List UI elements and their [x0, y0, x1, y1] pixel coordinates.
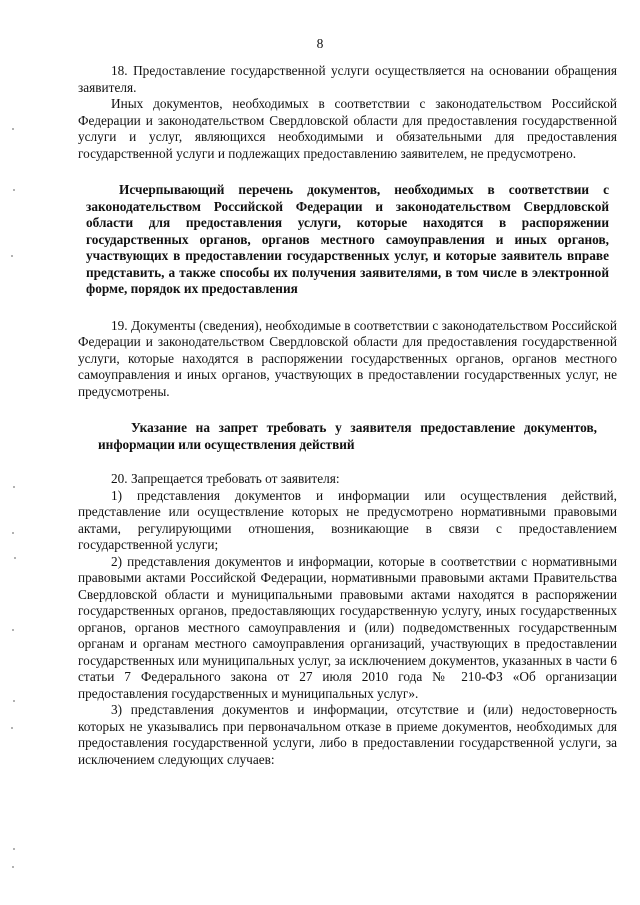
paragraph-18: 18. Предоставление государственной услуги осуществляется на основании обращения заявителя. — [78, 63, 617, 95]
paragraph-20-intro: 20. Запрещается требовать от заявителя: — [111, 471, 340, 486]
paragraph-no-other-documents: Иных документов, необходимых в соответствии с законодательством Российской Федерации и законодательством Свердловской области для предоставления государственной услуги и услуг, являющихся необходимыми и обязательными для предоставления государственной услуги и подлежащих предоставлению заявителем, не предусмотрено. — [78, 96, 617, 161]
section-heading-documents-list: Исчерпывающий перечень документов, необходимых в соответствии с законодательством Российской Федерации и законодательством Свердловской области для предоставления услуги, которые находятся в распоряжении государственных органов, органов местного самоуправления и иных органов, участвующих в предоставлении государственных услуг, и которые заявитель вправе представить, а также способы их получения заявителями, в том числе в электронной форме, порядок их предоставления — [86, 182, 609, 296]
paragraph-20-sub-3: 3) представления документов и информации, отсутствие и (или) недостоверность которых не указывались при первоначальном отказе в приеме документов, необходимых для предоставления государственной услуги, либо в предоставлении государственной услуги, за исключением следующих случаев: — [78, 702, 617, 767]
section-heading-prohibition: Указание на запрет требовать у заявителя предоставление документов, информации или осуществления действий — [98, 420, 597, 452]
paragraph-19: 19. Документы (сведения), необходимые в соответствии с законодательством Российской Федерации и законодательством Свердловской области для предоставления государственной услуги, которые находятся в распоряжении государственных органов, органов местного самоуправления и иных органов, участвующих в предоставлении государственных услуг, не предусмотрены. — [78, 317, 617, 399]
paragraph-20-sub-2: 2) представления документов и информации, которые в соответствии с нормативными правовыми актами Российской Федерации, нормативными правовыми актами Правительства Свердловской области и муниципальными правовыми актами находятся в распоряжении государственных органов, предоставляющих государственную услугу, иных государственных органов, органов местного самоуправления и (или) подведомственных государственным органам и органам местного самоуправления организаций, участвующих в предоставлении государственных или муниципальных услуг, за исключением документов, указанных в части 6 статьи 7 Федерального закона от 27 июля 2010 года № 210-ФЗ «Об организации предоставления государственных и муниципальных услуг». — [78, 553, 617, 701]
scan-margin-marks — [6, 0, 26, 905]
document-body — [78, 63, 617, 768]
paragraph-20-sub-1: 1) представления документов и информации или осуществления действий, представление или осуществление которых не предусмотрено нормативными правовыми актами, регулирующими отношения, возникающие в связи с предоставлением государственной услуги; — [78, 487, 617, 552]
page-number: 8 — [316, 36, 324, 51]
